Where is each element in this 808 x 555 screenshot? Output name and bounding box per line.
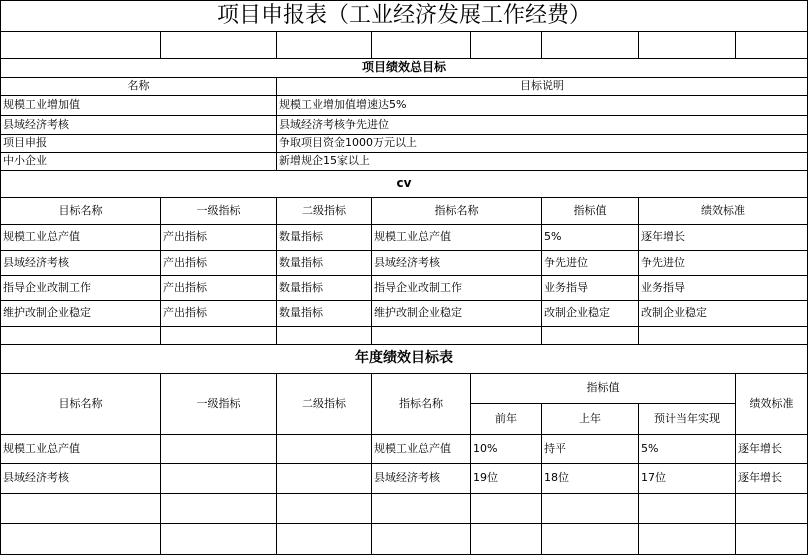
indicator-cell-text: 产出指标 — [163, 280, 207, 294]
annual-header-prev2 — [473, 403, 539, 434]
annual-header-expected — [641, 403, 733, 434]
section2-header — [163, 197, 274, 224]
indicator-cell — [641, 224, 805, 250]
col-desc-header-text: 目标说明 — [520, 79, 564, 93]
goal-desc-text: 规模工业增加值增速达5% — [279, 98, 407, 112]
goal-desc-text: 县域经济考核争先进位 — [279, 117, 389, 131]
annual-cell — [473, 463, 539, 493]
grid-line — [160, 197, 161, 344]
goal-desc — [279, 152, 805, 170]
indicator-cell — [3, 275, 158, 300]
annual-cell-text: 县域经济考核 — [3, 471, 69, 485]
indicator-cell-text: 逐年增长 — [641, 230, 685, 244]
annual-header-level2-text: 二级指标 — [302, 396, 346, 410]
annual-cell-text: 逐年增长 — [738, 441, 782, 455]
indicator-cell — [3, 300, 158, 326]
goal-name-text: 规模工业增加值 — [3, 98, 80, 112]
indicator-cell — [163, 250, 274, 275]
indicator-cell-text: 数量指标 — [279, 280, 323, 294]
grid-line — [160, 31, 161, 58]
indicator-cell — [374, 300, 539, 326]
grid-line — [638, 31, 639, 58]
annual-header-prev2-text: 前年 — [495, 411, 517, 425]
indicator-cell — [544, 224, 636, 250]
grid-line — [0, 0, 808, 1]
grid-line — [638, 403, 639, 555]
indicator-cell-text: 5% — [544, 230, 562, 244]
annual-cell-text: 规模工业总产值 — [3, 441, 80, 455]
section2-header — [544, 197, 636, 224]
annual-header-level1 — [163, 373, 274, 434]
annual-header-value — [473, 373, 733, 403]
annual-cell — [279, 434, 369, 463]
grid-line — [0, 523, 808, 524]
section2-header — [374, 197, 539, 224]
annual-header-prev1 — [544, 403, 636, 434]
annual-cell-text: 18位 — [544, 471, 569, 485]
annual-header-target-text: 目标名称 — [58, 396, 103, 410]
annual-cell — [3, 463, 158, 493]
col-name-header-text: 名称 — [127, 79, 150, 93]
section2-header-text: 指标名称 — [434, 203, 479, 217]
annual-cell — [544, 463, 636, 493]
annual-cell — [374, 463, 468, 493]
indicator-cell — [3, 224, 158, 250]
annual-cell — [544, 434, 636, 463]
annual-cell-text: 19位 — [473, 471, 498, 485]
indicator-cell-text: 数量指标 — [279, 230, 323, 244]
section2-header — [279, 197, 369, 224]
goal-name-text: 县域经济考核 — [3, 117, 69, 131]
grid-line — [735, 373, 736, 555]
indicator-cell — [163, 300, 274, 326]
grid-line — [735, 31, 736, 58]
indicator-cell — [163, 224, 274, 250]
annual-cell — [163, 434, 274, 463]
indicator-cell-text: 业务指导 — [641, 280, 685, 294]
indicator-cell — [279, 250, 369, 275]
section3-heading-text: 年度绩效目标表 — [355, 350, 453, 367]
annual-cell — [374, 434, 468, 463]
goal-name-text: 中小企业 — [3, 154, 47, 168]
goal-name — [3, 115, 274, 134]
annual-header-level2 — [279, 373, 369, 434]
annual-cell-text: 逐年增长 — [738, 471, 782, 485]
goal-name — [3, 95, 274, 115]
annual-header-value-text: 指标值 — [586, 381, 620, 395]
indicator-cell-text: 数量指标 — [279, 306, 323, 320]
indicator-cell — [279, 275, 369, 300]
col-desc-header — [279, 77, 805, 95]
annual-header-level1-text: 一级指标 — [196, 396, 241, 410]
annual-cell — [163, 463, 274, 493]
indicator-cell-text: 产出指标 — [163, 255, 207, 269]
grid-line — [371, 373, 372, 555]
annual-header-standard-text: 绩效标准 — [749, 396, 794, 410]
grid-line — [541, 197, 542, 344]
indicator-cell — [641, 300, 805, 326]
indicator-cell-text: 维护改制企业稳定 — [3, 306, 91, 320]
indicator-cell-text: 县域经济考核 — [3, 255, 69, 269]
annual-header-indicator — [374, 373, 468, 434]
annual-cell-text: 持平 — [544, 441, 566, 455]
indicator-cell-text: 数量指标 — [279, 255, 323, 269]
goal-name — [3, 152, 274, 170]
annual-cell-text: 17位 — [641, 471, 666, 485]
grid-line — [541, 31, 542, 58]
section2-heading-text: cv — [396, 176, 412, 191]
grid-line — [371, 197, 372, 344]
goal-name — [3, 134, 274, 152]
grid-line — [470, 31, 471, 58]
indicator-cell-text: 业务指导 — [544, 280, 588, 294]
page-title: 项目申报表（工业经济发展工作经费） — [216, 3, 591, 28]
goal-desc-text: 新增规企15家以上 — [279, 154, 370, 168]
grid-line — [160, 373, 161, 555]
section2-heading — [3, 170, 805, 197]
indicator-cell — [279, 224, 369, 250]
indicator-cell — [163, 275, 274, 300]
section2-header — [641, 197, 805, 224]
annual-cell — [641, 463, 733, 493]
indicator-cell-text: 县域经济考核 — [374, 255, 440, 269]
indicator-cell-text: 规模工业总产值 — [374, 230, 451, 244]
annual-header-standard — [738, 373, 805, 434]
section1-heading — [3, 58, 805, 77]
annual-cell-text: 县域经济考核 — [374, 471, 440, 485]
indicator-cell — [374, 224, 539, 250]
indicator-cell — [544, 300, 636, 326]
indicator-cell — [3, 250, 158, 275]
grid-line — [371, 31, 372, 58]
indicator-cell — [641, 250, 805, 275]
indicator-cell — [544, 275, 636, 300]
goal-desc — [279, 115, 805, 134]
grid-line — [470, 373, 471, 555]
annual-cell — [3, 434, 158, 463]
grid-line — [541, 403, 542, 555]
annual-header-prev1-text: 上年 — [579, 411, 601, 425]
indicator-cell-text: 指导企业改制工作 — [374, 280, 462, 294]
goal-desc — [279, 134, 805, 152]
grid-line — [0, 31, 808, 32]
indicator-cell — [279, 300, 369, 326]
annual-header-indicator-text: 指标名称 — [399, 396, 443, 410]
section2-header-text: 指标值 — [573, 203, 607, 217]
annual-cell-text: 规模工业总产值 — [374, 441, 451, 455]
indicator-cell — [374, 250, 539, 275]
indicator-cell-text: 改制企业稳定 — [544, 306, 610, 320]
grid-line — [276, 31, 277, 58]
indicator-cell — [544, 250, 636, 275]
grid-line — [0, 326, 808, 327]
annual-header-expected-text: 预计当年实现 — [654, 411, 720, 425]
grid-line — [276, 197, 277, 344]
indicator-cell-text: 产出指标 — [163, 306, 207, 320]
indicator-cell-text: 指导企业改制工作 — [3, 280, 91, 294]
annual-header-target — [3, 373, 158, 434]
section2-header-text: 绩效标准 — [701, 203, 745, 217]
annual-cell — [738, 463, 805, 493]
section3-heading — [3, 344, 805, 373]
section1-heading-text: 项目绩效总目标 — [361, 60, 446, 75]
indicator-cell — [641, 275, 805, 300]
indicator-cell-text: 产出指标 — [163, 230, 207, 244]
annual-cell-text: 10% — [473, 441, 498, 455]
grid-line — [0, 493, 808, 494]
grid-line — [638, 197, 639, 344]
annual-cell — [641, 434, 733, 463]
indicator-cell-text: 改制企业稳定 — [641, 306, 707, 320]
section2-header-text: 二级指标 — [302, 203, 346, 217]
goal-desc — [279, 95, 805, 115]
annual-cell-text: 5% — [641, 441, 659, 455]
indicator-cell-text: 争先进位 — [641, 255, 685, 269]
grid-line — [276, 373, 277, 555]
section2-header-text: 目标名称 — [58, 203, 103, 217]
grid-line — [0, 0, 1, 555]
annual-cell — [279, 463, 369, 493]
annual-cell — [473, 434, 539, 463]
grid-line — [276, 77, 277, 170]
annual-cell — [738, 434, 805, 463]
indicator-cell — [374, 275, 539, 300]
indicator-cell-text: 争先进位 — [544, 255, 588, 269]
goal-desc-text: 争取项目资金1000万元以上 — [279, 136, 417, 150]
goal-name-text: 项目申报 — [3, 136, 47, 150]
indicator-cell-text: 规模工业总产值 — [3, 230, 80, 244]
col-name-header — [3, 77, 274, 95]
indicator-cell-text: 维护改制企业稳定 — [374, 306, 462, 320]
section2-header-text: 一级指标 — [196, 203, 241, 217]
section2-header — [3, 197, 158, 224]
